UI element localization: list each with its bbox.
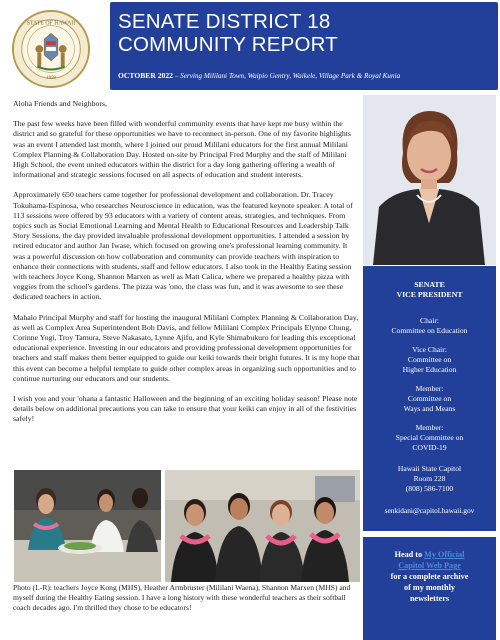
- vice-chair-committee-line1: Committee on: [407, 355, 452, 364]
- chair-committee: Committee on Education: [391, 326, 468, 335]
- member-committee-2-line1: Special Committee on: [395, 433, 464, 442]
- report-title: [118, 10, 488, 56]
- position-title: [363, 280, 496, 300]
- office-email[interactable]: senkidani@capitol.hawaii.gov: [384, 506, 475, 515]
- cooking-photo-image: [14, 470, 161, 582]
- callout-line4: of my monthly: [404, 583, 455, 592]
- senator-portrait: [363, 95, 496, 265]
- paragraph-1: The past few weeks have been filled with wonderful community events that have kept me busy within the district and so grateful for these opportunities we have to reconnect in-person. One of my favorite highlights was an event I attended last month, where I joined our proud Mililani educators for the first annual Mililani Complex Planning & Collaboration Day. Hosted on-site by Principal Fred Murphy and the staff of Mililani High School, the event united educators within the district for a day long gathering offering a wealth of informational and strategic sessions focused on all aspects of education and student interests.: [13, 119, 351, 180]
- paragraph-2: Approximately 650 teachers came together for professional development and collaboration. Dr. Tracey Tokuhama-Espinosa, who researches Neuroscience in education, was the featured keynote speaker. A total of 113 sessions were offered by 93 educators with a variety of content areas, strategies, and techniques. From topics such as Social Emotional Learning and Mental Health to Educational Resources and Leadership Talk Story Sessions, the day provided invaluable professional development opportunities. I attended a session by retired educator and author Jan Iwase, which focused on growing one's professional learning community. It was a powerful discussion on how collaboration and community can provide teachers with inspiration to enhance their connections with students, staff and fellow educators. I also took in the Healthy Eating session with teachers Joyce Kong, Shannon Marxen as well as Matt Calica, where we prepared a healthy pizza with veggies from the school's gardens. The pizza was 'ono, the class was fun, and it was awesome to see these dedicated teachers in action.: [13, 190, 353, 302]
- seal-year: 1959: [46, 76, 56, 82]
- cooking-session-photo: [14, 470, 161, 582]
- state-seal-icon: [12, 10, 90, 88]
- vice-chair-role: [363, 345, 496, 375]
- newsletter-archive-callout: [363, 537, 496, 640]
- report-title-line2: COMMUNITY REPORT: [118, 33, 338, 56]
- service-areas: – Serving Mililani Town, Waipio Gentry, Waikele, Village Park & Royal Kunia: [172, 72, 401, 80]
- callout-prefix: Head to: [394, 550, 425, 559]
- chair-role: [363, 316, 496, 336]
- office-phone: (808) 586-7100: [405, 484, 454, 493]
- member-committee-1-line2: Ways and Means: [403, 404, 456, 413]
- office-room: Room 228: [413, 474, 446, 483]
- office-contact: [363, 464, 496, 494]
- photo-caption: Photo (L-R): teachers Joyce Kong (MHS), Heather Armbruster (Mililani Waena), Shannon Marxen (MHS) and myself during the Healthy Eating session. I have a long history with these wonderful teachers as their softball coach decades ago. I'm thrilled they chose to be educators!: [13, 583, 351, 612]
- group-photo-image: [165, 470, 360, 582]
- callout-line5: newsletters: [409, 594, 450, 603]
- callout-line3: for a complete archive: [390, 572, 469, 581]
- member-label-1: Member:: [415, 384, 444, 393]
- vice-chair-committee-line2: Higher Education: [402, 365, 457, 374]
- paragraph-3: Mahalo Principal Murphy and staff for hosting the inaugural Mililani Complex Planning & Collaboration Day, as well as Complex Area Superintendent Bob Davis, and fellow Mililani Complex Principals Elynne Chung, Corinne Yogi, Troy Tamura, Steve Nakasato, Lynne Ajifu, and Kyle Shimabukuro for leading this exceptional educational experience. Investing in our educators and providing professional development opportunities for teachers and staff makes them better equipped to guide our keiki towards their bright futures. It is my hope that this event can become a helpful template to guide other complex areas in organizing such opportunities and to continue nurturing our educators and our students.: [13, 312, 360, 383]
- paragraph-4: I wish you and your 'ohana a fantastic Halloween and the beginning of an exciting holiday season! Please note details below on additional precautions you can take to ensure that your keiki can enjoy in all of the festivities safely!: [13, 394, 358, 424]
- position-title-line2: VICE PRESIDENT: [396, 290, 463, 299]
- chair-label: Chair:: [420, 316, 439, 325]
- member-committee-1-line1: Committee on: [407, 394, 452, 403]
- seal-ring-text: STATE OF HAWAII: [26, 20, 76, 27]
- letter-body: [13, 99, 361, 435]
- report-title-line1: SENATE DISTRICT 18: [118, 10, 331, 33]
- report-date: OCTOBER 2022: [118, 71, 173, 80]
- portrait-image: [363, 95, 496, 265]
- member-role-2: [363, 423, 496, 453]
- position-title-line1: SENATE: [414, 280, 445, 289]
- greeting: Aloha Friends and Neighbors,: [13, 99, 107, 108]
- senator-info-panel: [363, 266, 496, 531]
- member-role-1: [363, 384, 496, 414]
- member-committee-2-line2: COVID-19: [412, 443, 447, 452]
- callout-line1: [363, 549, 496, 560]
- member-label-2: Member:: [415, 423, 444, 432]
- office-building: Hawaii State Capitol: [397, 464, 462, 473]
- teachers-group-photo: [165, 470, 360, 582]
- vice-chair-label: Vice Chair:: [412, 345, 447, 354]
- capitol-web-page-link-line2[interactable]: Capitol Web Page: [398, 561, 461, 570]
- report-subtitle: [118, 71, 496, 80]
- capitol-web-page-link[interactable]: My Official: [424, 550, 465, 559]
- report-header: [0, 0, 500, 95]
- title-banner: [110, 2, 498, 90]
